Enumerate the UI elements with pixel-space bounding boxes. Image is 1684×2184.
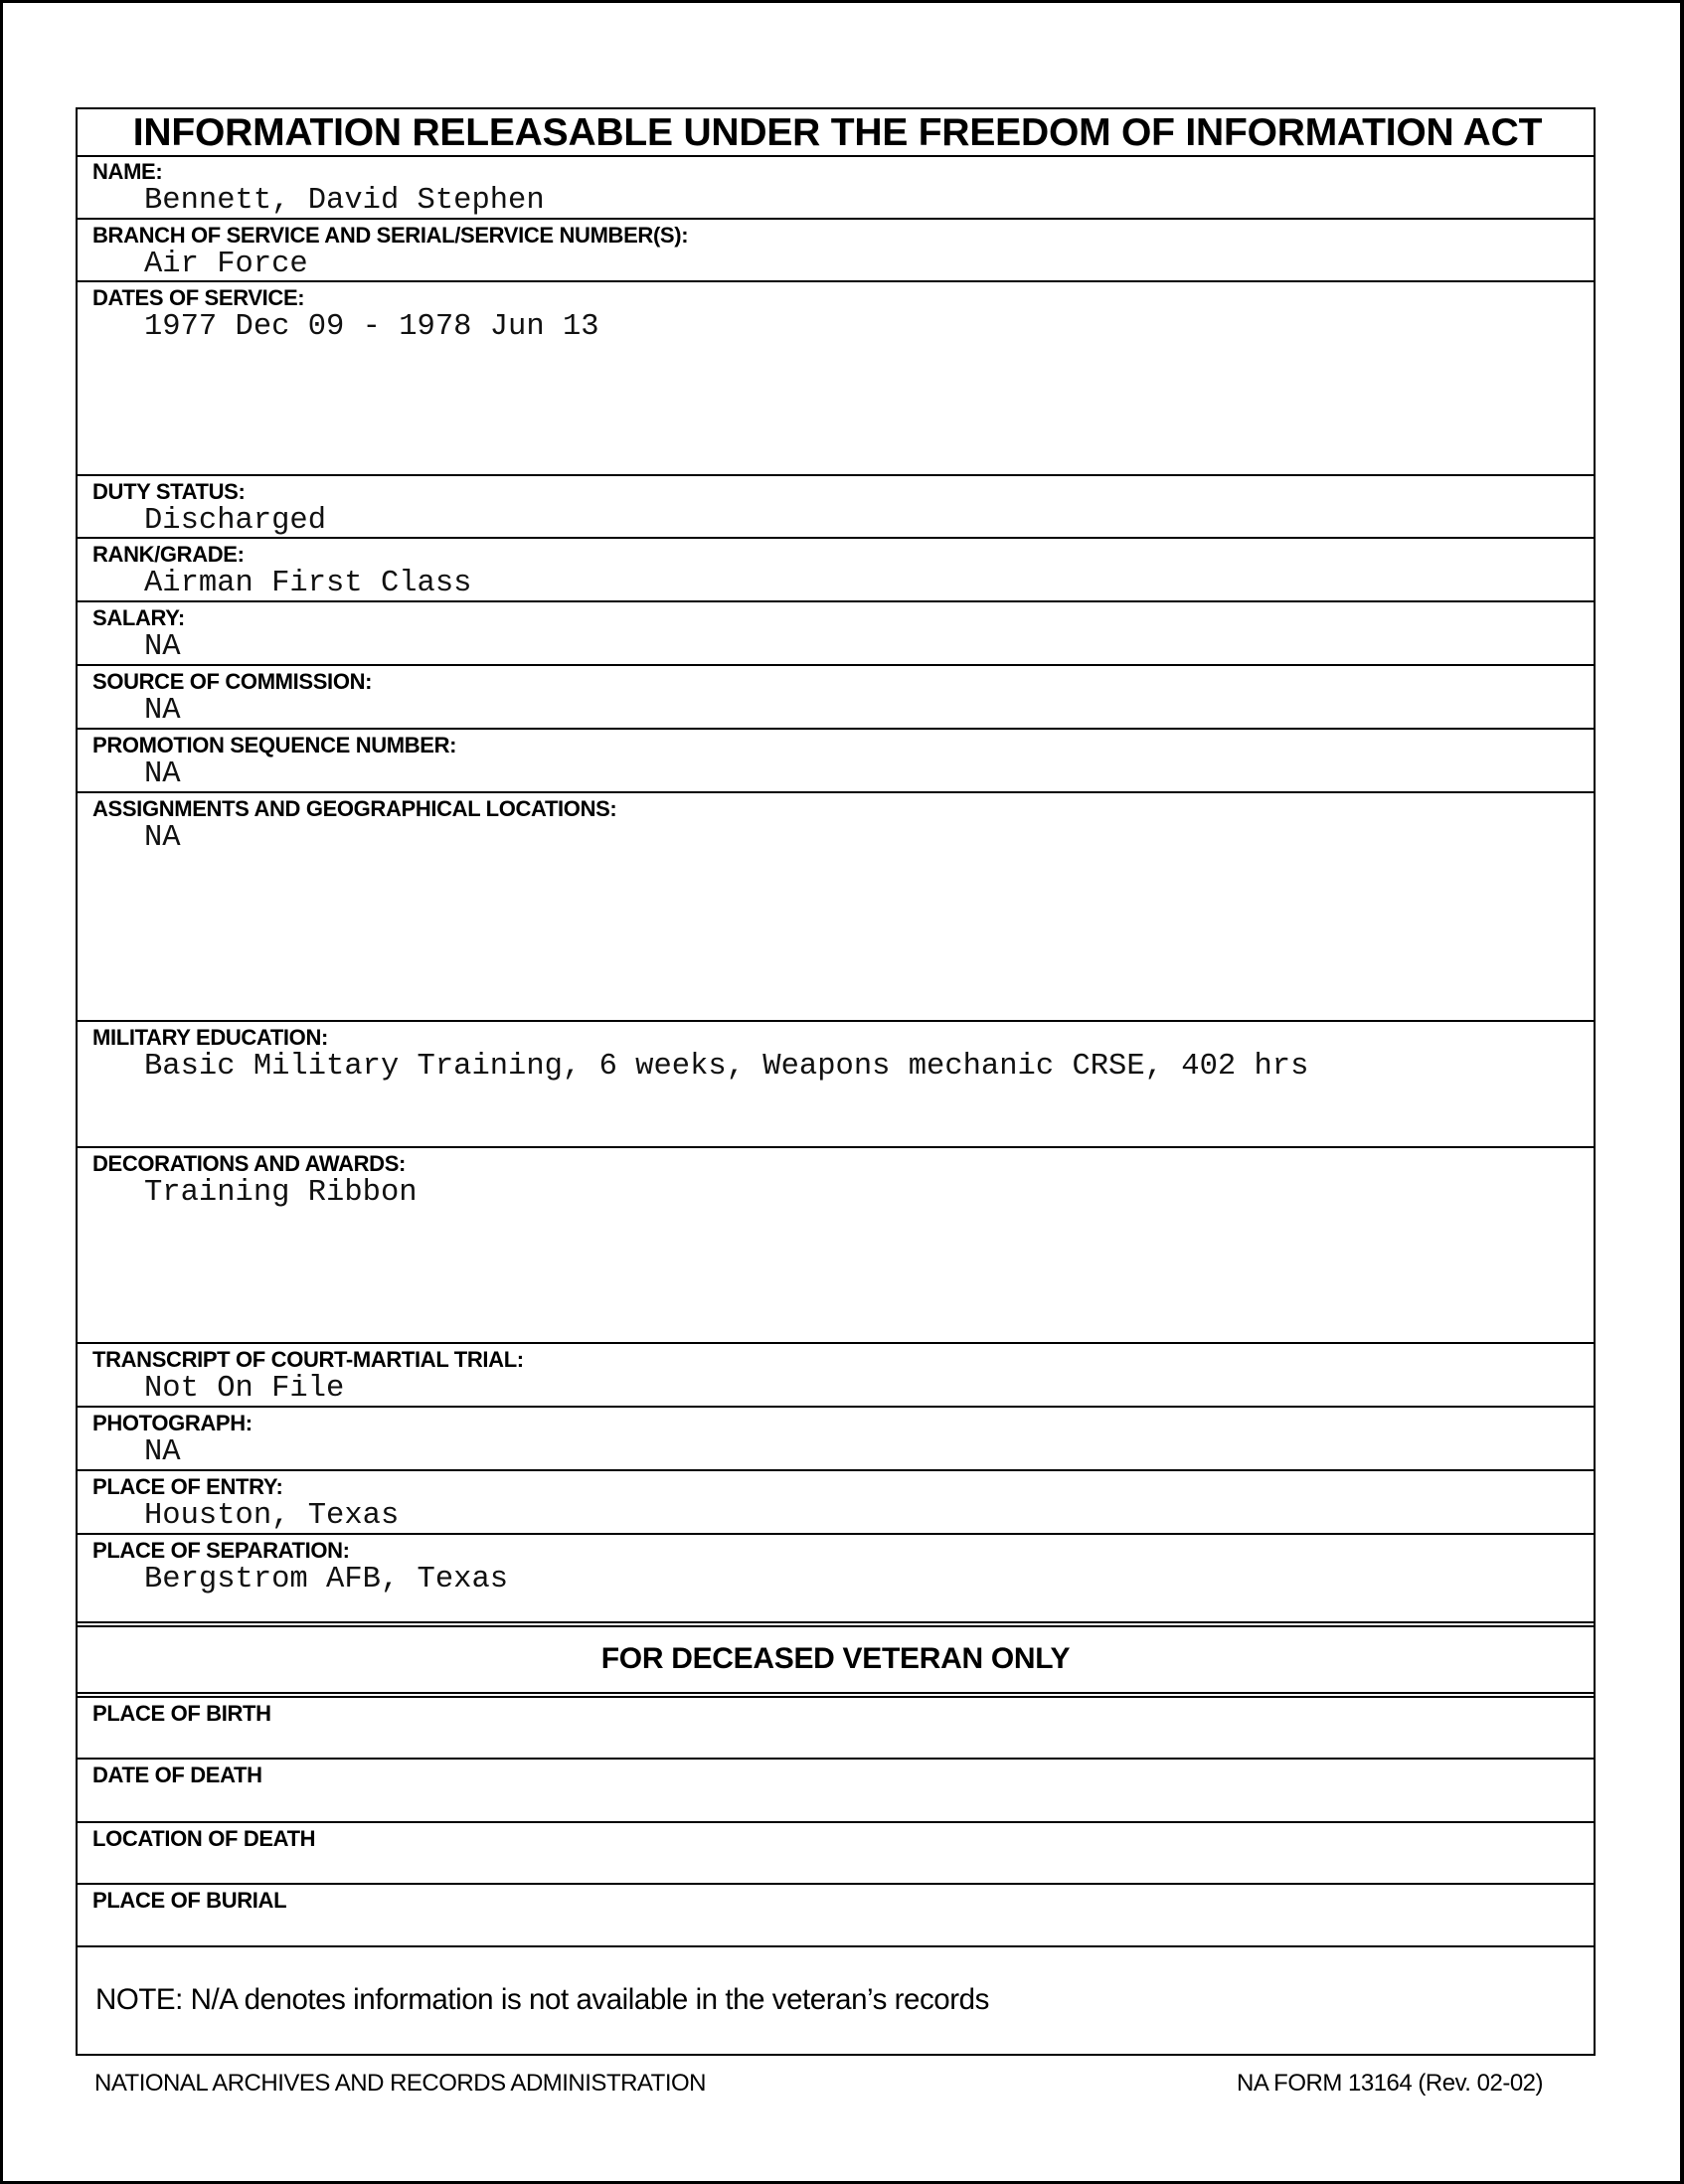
- note-text: NOTE: N/A denotes information is not available in the veteran’s records: [95, 1983, 989, 2016]
- field-label: LOCATION OF DEATH: [92, 1826, 316, 1851]
- field-place-of-burial: [78, 1885, 1594, 1947]
- field-place-of-separation: [78, 1535, 1594, 1622]
- field-label: NAME:: [92, 159, 163, 184]
- field-value: Training Ribbon: [144, 1176, 418, 1210]
- field-rank-grade: [78, 539, 1594, 602]
- field-value: 1977 Dec 09 - 1978 Jun 13: [144, 310, 599, 344]
- field-label: DECORATIONS AND AWARDS:: [92, 1151, 407, 1176]
- field-label: PLACE OF BURIAL: [92, 1888, 287, 1913]
- field-source-of-commission: [78, 666, 1594, 730]
- field-label: PLACE OF SEPARATION:: [92, 1538, 350, 1563]
- field-label: SOURCE OF COMMISSION:: [92, 669, 373, 694]
- field-value: Bergstrom AFB, Texas: [144, 1563, 509, 1596]
- field-dates-of-service: [78, 282, 1594, 476]
- field-place-of-birth: [78, 1698, 1594, 1760]
- field-value: NA: [144, 694, 181, 728]
- field-label: BRANCH OF SERVICE AND SERIAL/SERVICE NUMBER(S):: [92, 223, 689, 248]
- field-place-of-entry: [78, 1471, 1594, 1535]
- deceased-section-header: FOR DECEASED VETERAN ONLY: [600, 1642, 1071, 1675]
- field-label: RANK/GRADE:: [92, 542, 245, 567]
- footer-form-id: NA FORM 13164 (Rev. 02-02): [1237, 2070, 1544, 2097]
- form-title: INFORMATION RELEASABLE UNDER THE FREEDOM OF INFORMATION ACT: [78, 109, 1594, 157]
- field-value: NA: [144, 821, 181, 855]
- field-label: TRANSCRIPT OF COURT-MARTIAL TRIAL:: [92, 1347, 524, 1372]
- field-salary: [78, 602, 1594, 666]
- field-photograph: [78, 1408, 1594, 1471]
- field-value: Discharged: [144, 504, 327, 538]
- field-location-of-death: [78, 1823, 1594, 1885]
- field-value: Airman First Class: [144, 567, 472, 600]
- field-label: MILITARY EDUCATION:: [92, 1025, 328, 1050]
- field-decorations-awards: [78, 1148, 1594, 1344]
- field-label: DATES OF SERVICE:: [92, 285, 305, 310]
- field-label: SALARY:: [92, 605, 185, 630]
- foia-form: [76, 107, 1596, 2056]
- field-name: [78, 156, 1594, 220]
- footer-agency: NATIONAL ARCHIVES AND RECORDS ADMINISTRATION: [94, 2070, 706, 2097]
- field-value: Air Force: [144, 248, 308, 281]
- field-branch: [78, 220, 1594, 282]
- field-label: PLACE OF BIRTH: [92, 1701, 271, 1726]
- note-row: [78, 1947, 1594, 2056]
- field-date-of-death: [78, 1760, 1594, 1823]
- field-value: NA: [144, 1435, 181, 1469]
- field-duty-status: [78, 476, 1594, 539]
- field-label: PLACE OF ENTRY:: [92, 1474, 283, 1499]
- field-value: Bennett, David Stephen: [144, 184, 545, 218]
- field-value: NA: [144, 630, 181, 664]
- field-label: DATE OF DEATH: [92, 1763, 262, 1787]
- field-assignments: [78, 793, 1594, 1022]
- field-value: Basic Military Training, 6 weeks, Weapons mechanic CRSE, 402 hrs: [144, 1050, 1309, 1084]
- field-value: NA: [144, 757, 181, 791]
- field-value: Houston, Texas: [144, 1499, 400, 1533]
- field-court-martial-transcript: [78, 1344, 1594, 1408]
- field-label: ASSIGNMENTS AND GEOGRAPHICAL LOCATIONS:: [92, 796, 617, 821]
- field-promotion-sequence-number: [78, 730, 1594, 793]
- field-label: DUTY STATUS:: [92, 479, 246, 504]
- field-label: PHOTOGRAPH:: [92, 1411, 253, 1435]
- field-value: Not On File: [144, 1372, 345, 1406]
- field-label: PROMOTION SEQUENCE NUMBER:: [92, 733, 457, 757]
- field-military-education: [78, 1022, 1594, 1148]
